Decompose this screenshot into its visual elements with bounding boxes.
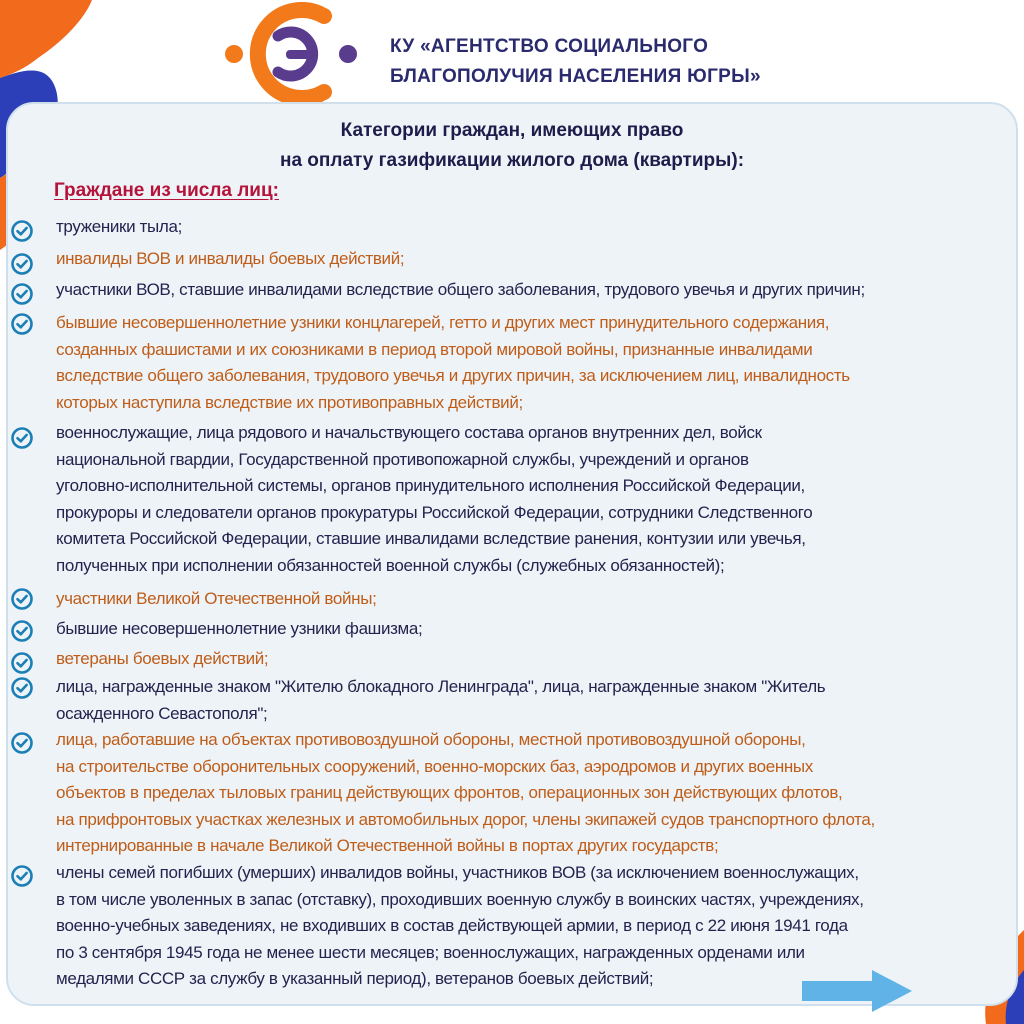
arrow-right-icon[interactable] (802, 970, 912, 1012)
check-circle-icon (10, 587, 34, 611)
list-item-line: медалями СССР за службу в указанный период), ветеранов боевых действий; (56, 969, 654, 989)
organization-name-line2: БЛАГОПОЛУЧИЯ НАСЕЛЕНИЯ ЮГРЫ» (390, 66, 761, 87)
list-item-line: участники ВОВ, ставшие инвалидами вследствие общего заболевания, трудового увечья и других причин; (56, 280, 865, 299)
list-item (10, 674, 1020, 727)
list-item-line: которых наступила вследствие их противоправных действий; (56, 392, 523, 412)
page-title-line1: Категории граждан, имеющих право (340, 120, 684, 141)
list-item (10, 277, 1020, 304)
list-item-text (56, 310, 1020, 416)
list-item-line: участники Великой Отечественной войны; (56, 589, 377, 608)
check-circle-icon (10, 731, 34, 755)
list-item (10, 646, 1020, 673)
list-item (10, 420, 1020, 580)
list-item (10, 586, 1020, 613)
section-subtitle: Граждане из числа лиц: (54, 180, 279, 201)
list-item-text (56, 616, 1020, 643)
list-item-line: прокуроры и следователи органов прокуратуры Российской Федерации, сотрудники Следственного (56, 502, 813, 522)
organization-name (390, 32, 761, 92)
list-item-text (56, 277, 1020, 304)
list-item-text (56, 727, 1020, 860)
list-item-line: лица, награжденные знаком "Жителю блокадного Ленинграда", лица, награжденные знаком "Житель (56, 677, 826, 696)
list-item-line: военнослужащие, лица рядового и начальствующего состава органов внутренних дел, войск (56, 423, 762, 442)
check-circle-icon (10, 252, 34, 276)
list-item-line: военно-учебных заведениях, не входивших в состав действующей армии, в период с 22 июня 1941 года (56, 916, 848, 936)
list-item (10, 310, 1020, 416)
list-item-line: бывшие несовершеннолетние узники концлагерей, гетто и других мест принудительного содержания, (56, 313, 830, 332)
list-item-text (56, 586, 1020, 613)
list-item-line: осажденного Севастополя"; (56, 703, 268, 723)
list-item-line: на прифронтовых участках железных и автомобильных дорог, члены экипажей судов транспортного флота, (56, 809, 875, 829)
list-item-line: в том числе уволенных в запас (отставку), проходивших военную службу в воинских частях, учреждениях, (56, 889, 864, 909)
check-circle-icon (10, 864, 34, 888)
list-item-text (56, 246, 1020, 273)
list-item-line: интернированные в начале Великой Отечественной войны в портах других государств; (56, 836, 719, 856)
list-item (10, 246, 1020, 273)
list-item-line: бывшие несовершеннолетние узники фашизма; (56, 619, 423, 638)
check-circle-icon (10, 651, 34, 675)
organization-name-line1: КУ «АГЕНТСТВО СОЦИАЛЬНОГО (390, 36, 709, 57)
check-circle-icon (10, 426, 34, 450)
check-circle-icon (10, 219, 34, 243)
list-item-line: объектов в пределах тыловых границ действующих фронтов, операционных зон действующих флотов, (56, 783, 843, 803)
list-item-text (56, 214, 1020, 241)
list-item-line: вследствие общего заболевания, трудового увечья и других причин, за исключением лиц, инвалидность (56, 366, 850, 386)
list-item-line: ветераны боевых действий; (56, 649, 269, 668)
check-circle-icon (10, 676, 34, 700)
list-item-line: уголовно-исполнительной системы, органов принудительного исполнения Российской Федерации, (56, 476, 805, 496)
list-item (10, 214, 1020, 241)
list-item-text (56, 646, 1020, 673)
list-item-line: на строительстве оборонительных сооружений, военно-морских баз, аэродромов и других военных (56, 756, 813, 776)
page-title-line2: на оплату газификации жилого дома (квартиры): (279, 150, 745, 171)
list-item-line: полученных при исполнении обязанностей военной службы (служебных обязанностей); (56, 555, 725, 575)
list-item-line: созданных фашистами и их союзниками в период второй мировой войны, признанные инвалидами (56, 339, 813, 359)
list-item-text (56, 420, 1020, 580)
list-item-line: национальной гвардии, Государственной противопожарной службы, учреждений и органов (56, 449, 749, 469)
list-item-line: члены семей погибших (умерших) инвалидов войны, участников ВОВ (за исключением военнослужащих, (56, 863, 859, 882)
list-item (10, 616, 1020, 643)
list-item-line: по 3 сентября 1945 года не менее шести месяцев; военнослужащих, награжденных орденами или (56, 942, 805, 962)
check-circle-icon (10, 619, 34, 643)
list-item (10, 727, 1020, 860)
list-item-text (56, 674, 1020, 727)
list-item-line: труженики тыла; (56, 217, 182, 236)
check-circle-icon (10, 312, 34, 336)
agency-logo (216, 2, 360, 106)
list-item-line: комитета Российской Федерации, ставшие инвалидами вследствие ранения, контузии или увечья, (56, 529, 806, 549)
list-item-line: лица, работавшие на объектах противовоздушной обороны, местной противовоздушной обороны, (56, 730, 806, 749)
list-item-line: инвалиды ВОВ и инвалиды боевых действий; (56, 249, 405, 268)
check-circle-icon (10, 282, 34, 306)
